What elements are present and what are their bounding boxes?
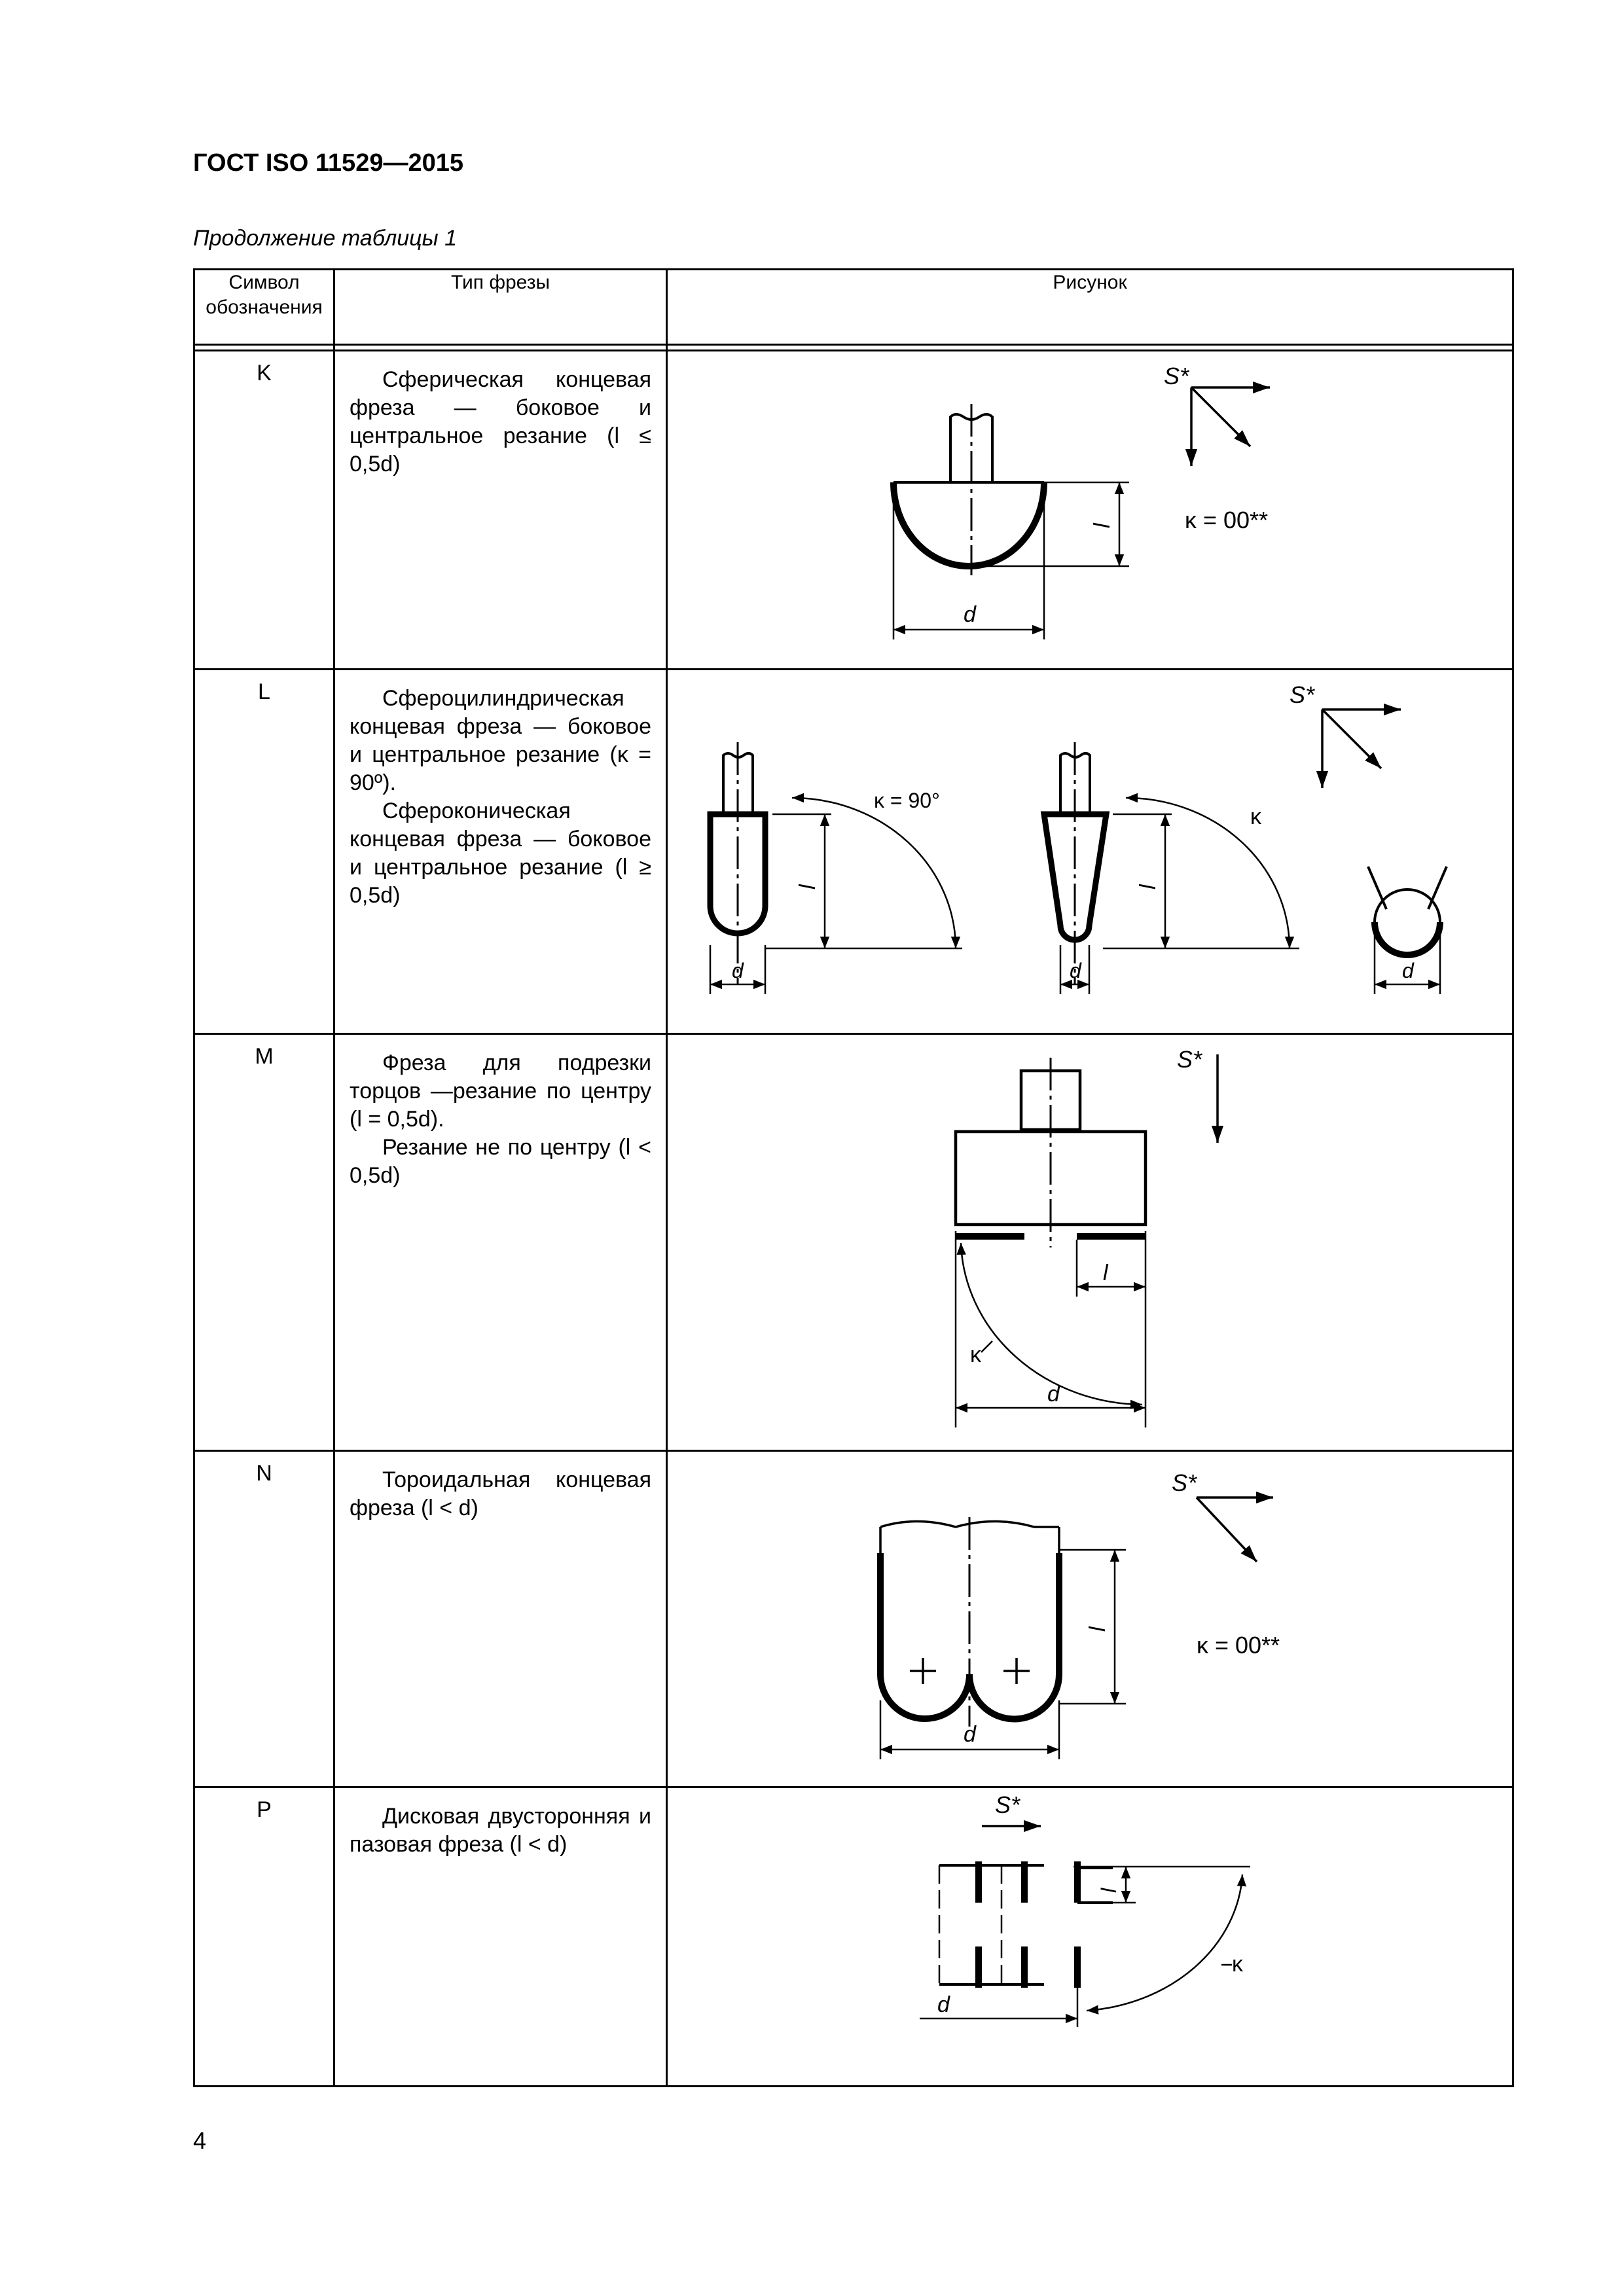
description-cell: [334, 1451, 667, 1787]
description-text: Тороидальная концевая фреза (l < d): [350, 1467, 651, 1520]
diameter-label: d: [732, 959, 744, 982]
feed-label: S*: [1172, 1469, 1197, 1496]
length-label: l: [795, 884, 820, 889]
diameter-label: d: [937, 1992, 950, 2017]
symbol-cell: M: [194, 1034, 334, 1451]
feed-label: S*: [1290, 681, 1315, 708]
diameter-label: d: [1070, 959, 1081, 982]
cutter-table: [193, 268, 1514, 2087]
kappa-label: κ: [970, 1342, 981, 1367]
feed-label: S*: [995, 1791, 1020, 1818]
symbol-cell: L: [194, 670, 334, 1034]
diameter-label: d: [964, 602, 976, 627]
kappa-label: κ = 00**: [1185, 507, 1269, 533]
diameter-label: d: [1047, 1382, 1060, 1407]
table-header-row: [194, 270, 1513, 345]
length-label: l: [1085, 1626, 1110, 1632]
col-header-symbol: Символ обозначения: [194, 270, 334, 345]
description-text: Дисковая двусторонняя и пазовая фреза (l < d): [350, 1804, 651, 1857]
description-text: Сфероцилиндрическая концевая фреза — боковое и центральное резание (κ = 90º).: [350, 686, 651, 795]
table-caption: Продолжение таблицы 1: [193, 226, 457, 251]
length-label: l: [1097, 1888, 1121, 1893]
table-row-m: [194, 1034, 1513, 1451]
document-header: ГОСТ ISO 11529—2015: [193, 149, 463, 177]
description-cell: [334, 351, 667, 670]
table-row-k: [194, 351, 1513, 670]
symbol-cell: P: [194, 1787, 334, 2087]
kappa-label: κ: [1250, 804, 1261, 829]
description-text: Резание не по центру (l < 0,5d): [350, 1135, 651, 1188]
length-label: l: [1103, 1261, 1108, 1285]
description-cell: [334, 1787, 667, 2087]
figure-cell: [667, 670, 1513, 1034]
symbol-cell: K: [194, 351, 334, 670]
figure-spherical-end-mill: [668, 351, 1512, 659]
table-row-l: [194, 670, 1513, 1034]
figure-toroidal-end-mill: [668, 1452, 1512, 1777]
figure-cell: [667, 1034, 1513, 1451]
col-header-figure: Рисунок: [667, 270, 1513, 345]
feed-label: S*: [1177, 1046, 1202, 1073]
table-row-p: [194, 1787, 1513, 2087]
figure-cell: [667, 1451, 1513, 1787]
figure-cell: [667, 351, 1513, 670]
kappa-90-label: κ = 90°: [874, 789, 940, 812]
col-header-type: Тип фрезы: [334, 270, 667, 345]
length-label: l: [1136, 884, 1161, 889]
description-cell: [334, 1034, 667, 1451]
description-text: Сферическая концевая фреза — боковое и центральное резание (l ≤ 0,5d): [350, 367, 651, 476]
description-text: Фреза для подрезки торцов —резание по центру (l = 0,5d).: [350, 1050, 651, 1132]
kappa-label: κ: [1232, 1952, 1243, 1977]
feed-label: S*: [1164, 363, 1189, 389]
header-separator: [194, 345, 1513, 351]
description-cell: [334, 670, 667, 1034]
diameter-label: d: [964, 1722, 976, 1747]
length-label: l: [1090, 523, 1115, 528]
kappa-label: κ = 00**: [1197, 1632, 1280, 1659]
figure-face-milling-cutter: [668, 1035, 1512, 1441]
figure-spheric-cylindrical-conical-end-mills: [668, 670, 1512, 1024]
table-row-n: [194, 1451, 1513, 1787]
symbol-cell: N: [194, 1451, 334, 1787]
description-text: Сфероконическая концевая фреза — боковое и центральное резание (l ≥ 0,5d): [350, 798, 651, 908]
figure-disc-slot-cutter: [668, 1788, 1512, 2076]
figure-cell: [667, 1787, 1513, 2087]
diameter-label: d: [1402, 959, 1414, 982]
page-number: 4: [193, 2127, 207, 2154]
